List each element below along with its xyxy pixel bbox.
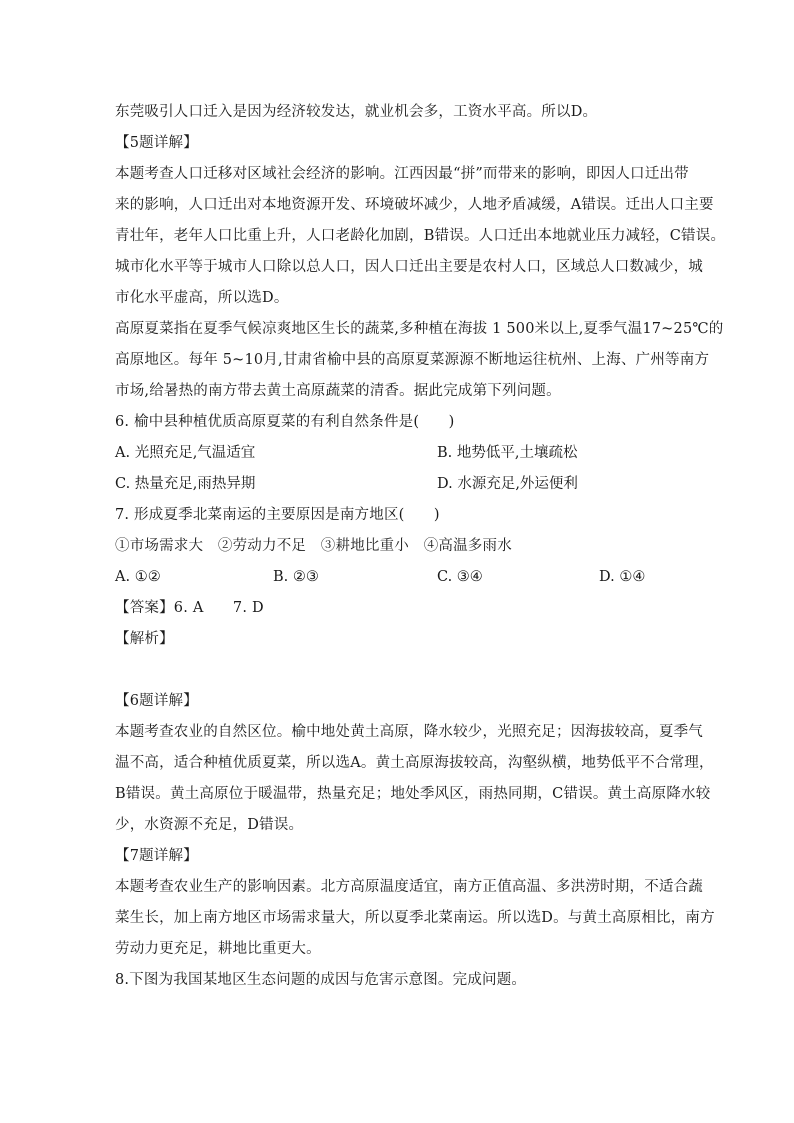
text-line: 劳动力更充足，耕地比重更大。	[115, 941, 321, 957]
answer-line: 【答案】6. A 7. D	[115, 600, 264, 616]
text-line: 东莞吸引人口迁入是因为经济较发达，就业机会多，工资水平高。所以D。	[115, 104, 598, 120]
question-7-stem: 7. 形成夏季北菜南运的主要原因是南方地区( )	[115, 507, 440, 523]
q7-option-d: D. ①④	[599, 569, 646, 585]
q7-items: ①市场需求大 ②劳动力不足 ③耕地比重小 ④高温多雨水	[115, 538, 512, 554]
q6-option-b: B. 地势低平,土壤疏松	[437, 445, 578, 461]
text-line: 城市化水平等于城市人口除以总人口，因人口迁出主要是农村人口，区域总人口数减少，城	[115, 259, 703, 275]
section-heading-q6-detail: 【6题详解】	[115, 693, 198, 709]
text-line: B错误。黄土高原位于暖温带，热量充足；地处季风区，雨热同期，C错误。黄土高原降水较	[115, 786, 711, 802]
text-line: 少，水资源不充足，D错误。	[115, 817, 304, 833]
text-line: 本题考查农业生产的影响因素。北方高原温度适宜，南方正值高温、多洪涝时期，不适合蔬	[115, 879, 703, 895]
q7-option-b: B. ②③	[273, 569, 319, 585]
section-heading-q5-detail: 【5题详解】	[115, 135, 198, 151]
text-line: 菜生长，加上南方地区市场需求量大，所以夏季北菜南运。所以选D。与黄土高原相比，南方	[115, 910, 715, 926]
analysis-label: 【解析】	[115, 631, 174, 647]
text-line: 市化水平虚高，所以选D。	[115, 290, 289, 306]
text-line: 青壮年，老年人口比重上升，人口老龄化加剧，B错误。人口迁出本地就业压力减轻，C错误。	[115, 228, 726, 244]
text-line: 高原夏菜指在夏季气候凉爽地区生长的蔬菜,多种植在海拔 1 500米以上,夏季气温17~25℃的	[115, 321, 724, 337]
text-line: 本题考查人口迁移对区域社会经济的影响。江西因最“拼”而带来的影响，即因人口迁出带	[115, 166, 689, 182]
q7-option-a: A. ①②	[115, 569, 161, 585]
section-heading-q7-detail: 【7题详解】	[115, 848, 198, 864]
q6-option-d: D. 水源充足,外运便利	[437, 476, 578, 492]
question-8-intro: 8.下图为我国某地区生态问题的成因与危害示意图。完成问题。	[115, 972, 527, 988]
question-6-stem: 6. 榆中县种植优质高原夏菜的有利自然条件是( )	[115, 414, 455, 430]
q7-option-c: C. ③④	[437, 569, 483, 585]
text-line: 温不高，适合种植优质夏菜，所以选A。黄土高原海拔较高，沟壑纵横，地势低平不合常理，	[115, 755, 714, 771]
q6-option-a: A. 光照充足,气温适宜	[115, 445, 256, 461]
q6-option-c: C. 热量充足,雨热异期	[115, 476, 256, 492]
text-line: 来的影响，人口迁出对本地资源开发、环境破坏减少，人地矛盾减缓，A错误。迁出人口主要	[115, 197, 714, 213]
text-line: 高原地区。每年 5~10月,甘肃省榆中县的高原夏菜源源不断地运往杭州、上海、广州等南方	[115, 352, 710, 368]
text-line: 市场,给暑热的南方带去黄土高原蔬菜的清香。据此完成第下列问题。	[115, 383, 561, 399]
text-line: 本题考查农业的自然区位。榆中地处黄土高原，降水较少，光照充足；因海拔较高，夏季气	[115, 724, 703, 740]
